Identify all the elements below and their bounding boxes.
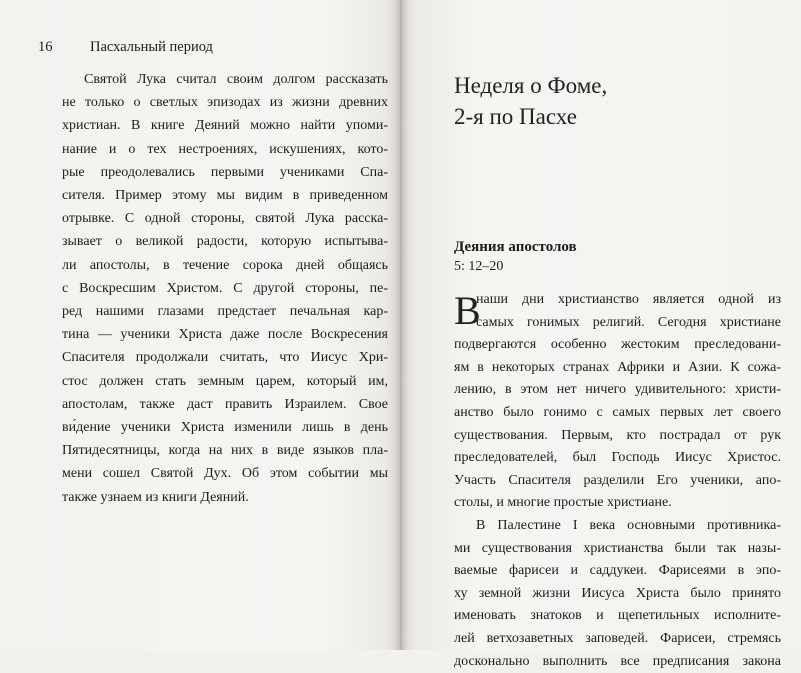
text-line: столы, и многие простые христиане. (454, 492, 781, 515)
text-line: подвергаются особенно жестоким преследовани- (454, 334, 781, 357)
text-line: самых гонимых религий. Сегодня христиане (476, 312, 781, 335)
text-line: ми существования христианства были так назы- (454, 538, 781, 561)
text-line: христиан. В книге Деяний можно найти упоми- (62, 114, 388, 137)
text-line: наши дни христианство является одной из (476, 289, 781, 312)
reading-title: Деяния апостолов (454, 238, 577, 257)
chapter-title (454, 70, 607, 132)
text-line: лению, в этом нет ничего удивительного: христи- (454, 379, 781, 402)
section-title: Пасхальный период (90, 38, 213, 56)
text-line: лей ветхозаветных заповедей. Фарисеи, стремясь (454, 628, 781, 651)
reading-reference: 5: 12–20 (454, 258, 503, 276)
text-line: ху земной жизни Иисуса Христа было принято (454, 583, 781, 606)
text-line: Спасителя продолжали считать, что Иисус Хри- (62, 346, 388, 369)
text-line: мени сошел Святой Дух. Об этом событии мы (62, 462, 388, 485)
text-line: досконально выполнить все предписания закона (454, 651, 781, 673)
text-line: с Воскресшим Христом. С другой стороны, пе- (62, 277, 388, 300)
text-line: сителя. Пример этому мы видим в приведенном (62, 184, 388, 207)
text-line: апостолам, также даст править Израилем. Свое (62, 393, 388, 416)
text-line: зывает о великой радости, которую испытыва- (62, 230, 388, 253)
text-line: рые преодолевались первыми учениками Спа- (62, 161, 388, 184)
right-page (406, 0, 801, 650)
text-line: Святой Лука считал своим долгом рассказать (62, 68, 388, 91)
left-page (0, 0, 396, 650)
left-running-head (38, 38, 213, 56)
chapter-title-line: Неделя о Фоме, (454, 70, 607, 101)
text-line: ваемые фарисеи и саддукеи. Фарисеями в эпо- (454, 560, 781, 583)
text-line: ли апостолы, в течение сорока дней общаясь (62, 254, 388, 277)
text-line: не только о светлых эпизодах из жизни древних (62, 91, 388, 114)
text-line: Участь Спасителя разделили Его ученики, апо- (454, 470, 781, 493)
text-line: ям в некоторых странах Африки и Азии. К сожа- (454, 357, 781, 380)
left-body-text (62, 68, 388, 509)
right-body-text (454, 289, 781, 673)
text-line: В Палестине I века основными противника- (454, 515, 781, 538)
text-line: анство было гонимо с самых первых лет своего (454, 402, 781, 425)
text-line: стос должен стать земным царем, который им, (62, 370, 388, 393)
text-line: нание и о тех нестроениях, искушениях, кото- (62, 138, 388, 161)
text-line: ред нашими глазами предстает печальная кар- (62, 300, 388, 323)
chapter-title-line: 2-я по Пасхе (454, 101, 607, 132)
text-line: также узнаем из книги Деяний. (62, 486, 388, 509)
text-line: преследователей, был Господь Иисус Христос. (454, 447, 781, 470)
dropcap-block (454, 289, 781, 334)
text-line: Пятидесятницы, когда на них в виде языков пла- (62, 439, 388, 462)
text-line: существования. Первым, кто пострадал от рук (454, 425, 781, 448)
drop-cap: В (454, 291, 481, 331)
page-number: 16 (38, 38, 90, 56)
text-line: ви́дение ученики Христа изменили лишь в день (62, 416, 388, 439)
text-line: отрывке. С одной стороны, святой Лука расска- (62, 207, 388, 230)
text-line: тина — ученики Христа даже после Воскресения (62, 323, 388, 346)
text-line: именовать знатоков и щепетильных исполните- (454, 605, 781, 628)
